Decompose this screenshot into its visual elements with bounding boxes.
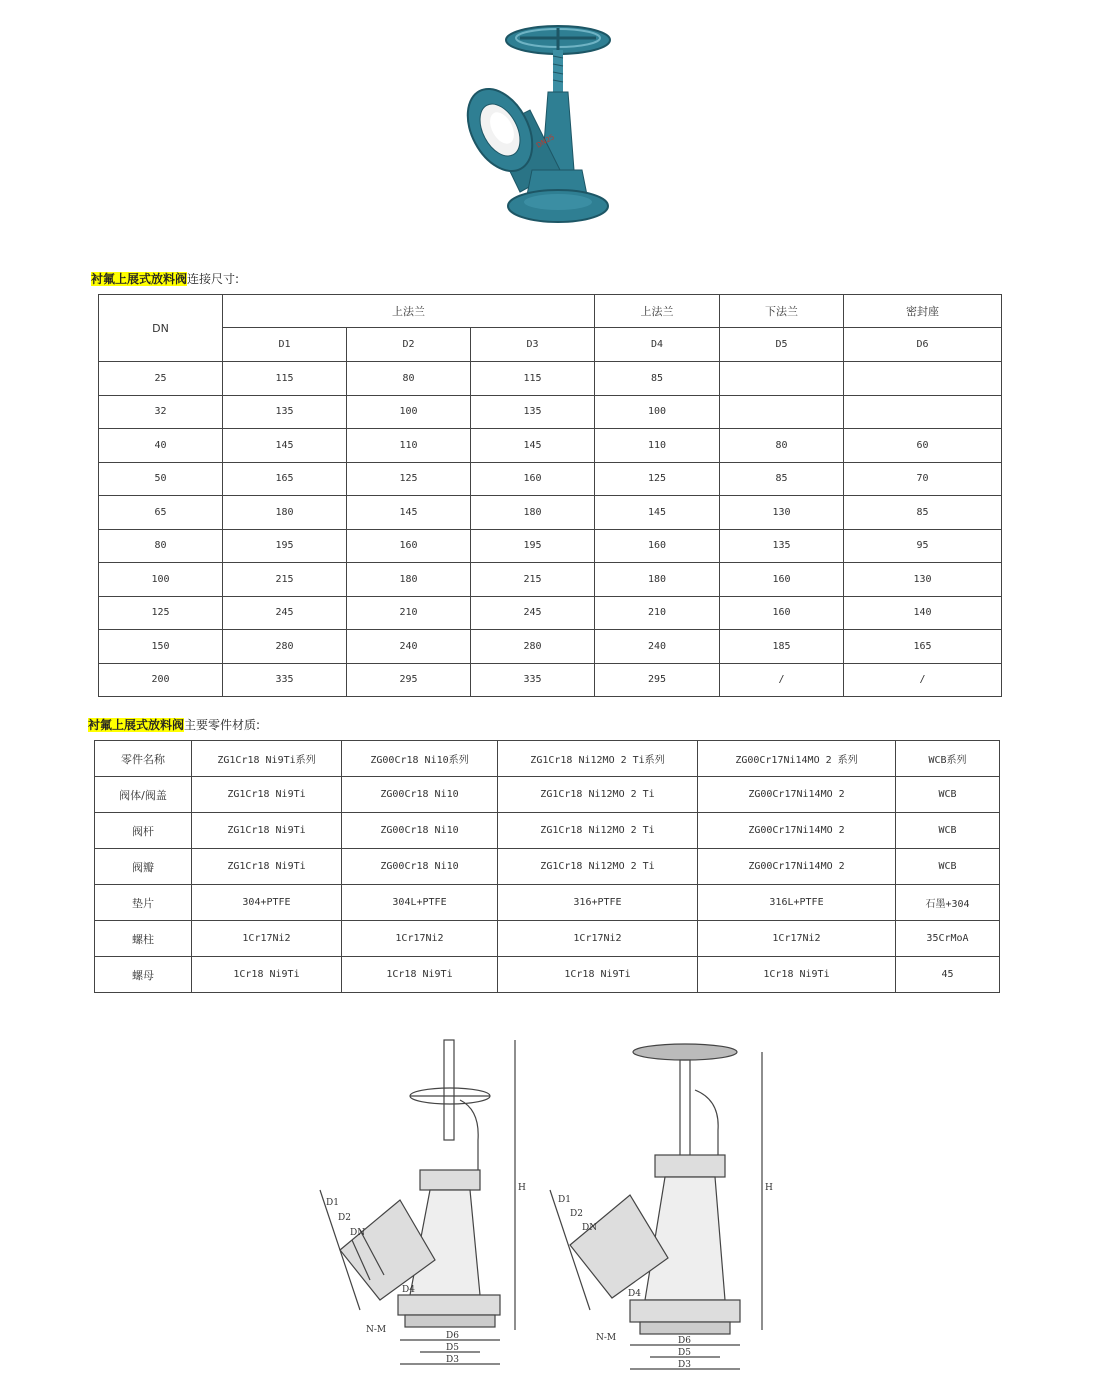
cell-dn: 150	[99, 630, 223, 664]
header-seal-seat: 密封座	[844, 295, 1002, 328]
table-row	[99, 630, 1002, 664]
label-d3: D3	[446, 1355, 459, 1365]
table-row	[95, 813, 1000, 849]
caption-text: 连接尺寸:	[187, 272, 240, 286]
cell-dn: 25	[99, 362, 223, 396]
materials-caption	[88, 716, 260, 733]
cell-d6: 95	[844, 529, 1002, 563]
product-name-highlight: 衬氟上展式放料阀	[88, 718, 185, 732]
table-row	[95, 957, 1000, 993]
table-row	[99, 563, 1002, 597]
cell-d1: 180	[223, 496, 347, 530]
table-row	[99, 663, 1002, 697]
table-row	[99, 496, 1002, 530]
product-name-highlight: 衬氟上展式放料阀	[91, 272, 188, 286]
material-cell: 1Cr17Ni2	[698, 921, 896, 957]
header-d2: D2	[347, 328, 471, 362]
material-cell: 35CrMoA	[896, 921, 1000, 957]
material-cell: ZG1Cr18 Ni9Ti	[192, 777, 342, 813]
cell-d3: 160	[471, 462, 595, 496]
material-cell: 1Cr17Ni2	[342, 921, 498, 957]
cell-d5: 80	[720, 429, 844, 463]
cell-d3: 135	[471, 395, 595, 429]
table-row	[99, 596, 1002, 630]
part-name-cell: 阀体/阀盖	[95, 777, 192, 813]
table-row	[99, 362, 1002, 396]
header-d4: D4	[595, 328, 720, 362]
material-cell: ZG00Cr18 Ni10	[342, 849, 498, 885]
cell-d4: 240	[595, 630, 720, 664]
label-d5-right: D5	[678, 1348, 691, 1358]
material-cell: ZG1Cr18 Ni9Ti	[192, 813, 342, 849]
cell-d4: 145	[595, 496, 720, 530]
cell-d1: 280	[223, 630, 347, 664]
table-row	[95, 921, 1000, 957]
cell-d1: 215	[223, 563, 347, 597]
label-dn: DN	[350, 1228, 366, 1238]
material-cell: 304+PTFE	[192, 885, 342, 921]
material-cell: ZG00Cr18 Ni10	[342, 777, 498, 813]
header-lower-flange: 下法兰	[720, 295, 844, 328]
cell-d3: 245	[471, 596, 595, 630]
caption-text: 主要零件材质:	[184, 718, 261, 732]
svg-text:DN25: DN25	[535, 133, 556, 150]
materials-table-body	[95, 741, 1000, 993]
label-dn-right: DN	[582, 1223, 598, 1233]
valve-technical-drawings	[300, 1030, 800, 1380]
header-cell: 零件名称	[95, 741, 192, 777]
cell-d5: 135	[720, 529, 844, 563]
part-name-cell: 阀杆	[95, 813, 192, 849]
material-cell: 1Cr17Ni2	[192, 921, 342, 957]
cell-d5: 160	[720, 596, 844, 630]
material-cell: WCB	[896, 813, 1000, 849]
cell-d2: 240	[347, 630, 471, 664]
cell-d3: 115	[471, 362, 595, 396]
cell-d4: 100	[595, 395, 720, 429]
cell-dn: 200	[99, 663, 223, 697]
cell-d4: 110	[595, 429, 720, 463]
cell-dn: 32	[99, 395, 223, 429]
cell-d2: 125	[347, 462, 471, 496]
header-cell: ZG1Cr18 Ni9Ti系列	[192, 741, 342, 777]
cell-dn: 80	[99, 529, 223, 563]
table-row	[95, 849, 1000, 885]
header-d6: D6	[844, 328, 1002, 362]
material-cell: ZG1Cr18 Ni12MO 2 Ti	[498, 777, 698, 813]
label-nm: N-M	[366, 1325, 387, 1335]
cell-d3: 195	[471, 529, 595, 563]
cell-d5	[720, 395, 844, 429]
material-cell: ZG00Cr17Ni14MO 2	[698, 813, 896, 849]
cell-d1: 135	[223, 395, 347, 429]
cell-d6: 60	[844, 429, 1002, 463]
table-row	[99, 462, 1002, 496]
label-h: H	[518, 1183, 526, 1193]
cell-d2: 160	[347, 529, 471, 563]
label-d1-right: D1	[558, 1195, 571, 1205]
cell-dn: 100	[99, 563, 223, 597]
label-nm-right: N-M	[596, 1333, 617, 1343]
table-row	[95, 777, 1000, 813]
material-cell: 1Cr18 Ni9Ti	[698, 957, 896, 993]
valve-product-photo	[460, 20, 630, 230]
material-cell: WCB	[896, 777, 1000, 813]
cell-d2: 210	[347, 596, 471, 630]
label-h-right: H	[765, 1183, 773, 1193]
cell-d4: 85	[595, 362, 720, 396]
dimensions-caption	[91, 270, 239, 287]
header-d3: D3	[471, 328, 595, 362]
header-upper-flange: 上法兰	[223, 295, 595, 328]
cell-d3: 280	[471, 630, 595, 664]
cell-dn: 50	[99, 462, 223, 496]
part-name-cell: 螺柱	[95, 921, 192, 957]
label-d5: D5	[446, 1343, 459, 1353]
material-cell: 1Cr18 Ni9Ti	[192, 957, 342, 993]
cell-d2: 80	[347, 362, 471, 396]
cell-dn: 40	[99, 429, 223, 463]
material-cell: 45	[896, 957, 1000, 993]
header-d1: D1	[223, 328, 347, 362]
material-cell: ZG00Cr18 Ni10	[342, 813, 498, 849]
cell-d6	[844, 362, 1002, 396]
cell-d4: 210	[595, 596, 720, 630]
label-d3-right: D3	[678, 1360, 691, 1370]
cell-d4: 125	[595, 462, 720, 496]
header-d5: D5	[720, 328, 844, 362]
label-d4-right: D4	[628, 1289, 641, 1299]
cell-d4: 180	[595, 563, 720, 597]
header-dn: DN	[99, 295, 223, 362]
material-cell: ZG1Cr18 Ni12MO 2 Ti	[498, 813, 698, 849]
cell-d1: 245	[223, 596, 347, 630]
label-d6-right: D6	[678, 1336, 691, 1346]
cell-d2: 180	[347, 563, 471, 597]
cell-d1: 145	[223, 429, 347, 463]
header-cell: ZG00Cr18 Ni10系列	[342, 741, 498, 777]
material-cell: 1Cr18 Ni9Ti	[342, 957, 498, 993]
material-cell: ZG00Cr17Ni14MO 2	[698, 849, 896, 885]
label-d2-right: D2	[570, 1209, 583, 1219]
material-cell: 石墨+304	[896, 885, 1000, 921]
cell-d1: 165	[223, 462, 347, 496]
material-cell: 1Cr18 Ni9Ti	[498, 957, 698, 993]
cell-d5: 160	[720, 563, 844, 597]
cell-d6	[844, 395, 1002, 429]
cell-dn: 65	[99, 496, 223, 530]
label-d2: D2	[338, 1213, 351, 1223]
cell-d6: 165	[844, 630, 1002, 664]
cell-d1: 115	[223, 362, 347, 396]
cell-d4: 160	[595, 529, 720, 563]
drawing-left	[320, 1040, 515, 1364]
cell-d3: 180	[471, 496, 595, 530]
part-name-cell: 螺母	[95, 957, 192, 993]
cell-d4: 295	[595, 663, 720, 697]
cell-d3: 215	[471, 563, 595, 597]
header-cell: WCB系列	[896, 741, 1000, 777]
header-cell: ZG00Cr17Ni14MO 2 系列	[698, 741, 896, 777]
table-row	[95, 885, 1000, 921]
header-upper-flange-2: 上法兰	[595, 295, 720, 328]
dimensions-table-body	[99, 362, 1002, 697]
table-row	[99, 395, 1002, 429]
material-cell: ZG00Cr17Ni14MO 2	[698, 777, 896, 813]
label-d4: D4	[402, 1285, 415, 1295]
material-cell: 304L+PTFE	[342, 885, 498, 921]
material-cell: WCB	[896, 849, 1000, 885]
materials-table	[94, 740, 1000, 993]
material-cell: 1Cr17Ni2	[498, 921, 698, 957]
part-name-cell: 垫片	[95, 885, 192, 921]
cell-d2: 145	[347, 496, 471, 530]
material-cell: ZG1Cr18 Ni12MO 2 Ti	[498, 849, 698, 885]
cell-dn: 125	[99, 596, 223, 630]
table-row	[99, 429, 1002, 463]
cell-d5: 185	[720, 630, 844, 664]
material-cell: 316L+PTFE	[698, 885, 896, 921]
cell-d5	[720, 362, 844, 396]
cell-d6: 130	[844, 563, 1002, 597]
drawing-right	[550, 1044, 762, 1369]
material-cell: 316+PTFE	[498, 885, 698, 921]
cell-d2: 295	[347, 663, 471, 697]
cell-d5: /	[720, 663, 844, 697]
cell-d3: 145	[471, 429, 595, 463]
part-name-cell: 阀瓣	[95, 849, 192, 885]
cell-d3: 335	[471, 663, 595, 697]
header-cell: ZG1Cr18 Ni12MO 2 Ti系列	[498, 741, 698, 777]
material-cell: ZG1Cr18 Ni9Ti	[192, 849, 342, 885]
label-d6: D6	[446, 1331, 459, 1341]
cell-d5: 85	[720, 462, 844, 496]
cell-d6: 70	[844, 462, 1002, 496]
cell-d2: 100	[347, 395, 471, 429]
dimensions-table	[98, 294, 1002, 697]
cell-d6: 85	[844, 496, 1002, 530]
cell-d5: 130	[720, 496, 844, 530]
table-header-row	[95, 741, 1000, 777]
cell-d1: 195	[223, 529, 347, 563]
label-d1: D1	[326, 1198, 339, 1208]
cell-d6: 140	[844, 596, 1002, 630]
cell-d6: /	[844, 663, 1002, 697]
table-row	[99, 529, 1002, 563]
cell-d2: 110	[347, 429, 471, 463]
cell-d1: 335	[223, 663, 347, 697]
